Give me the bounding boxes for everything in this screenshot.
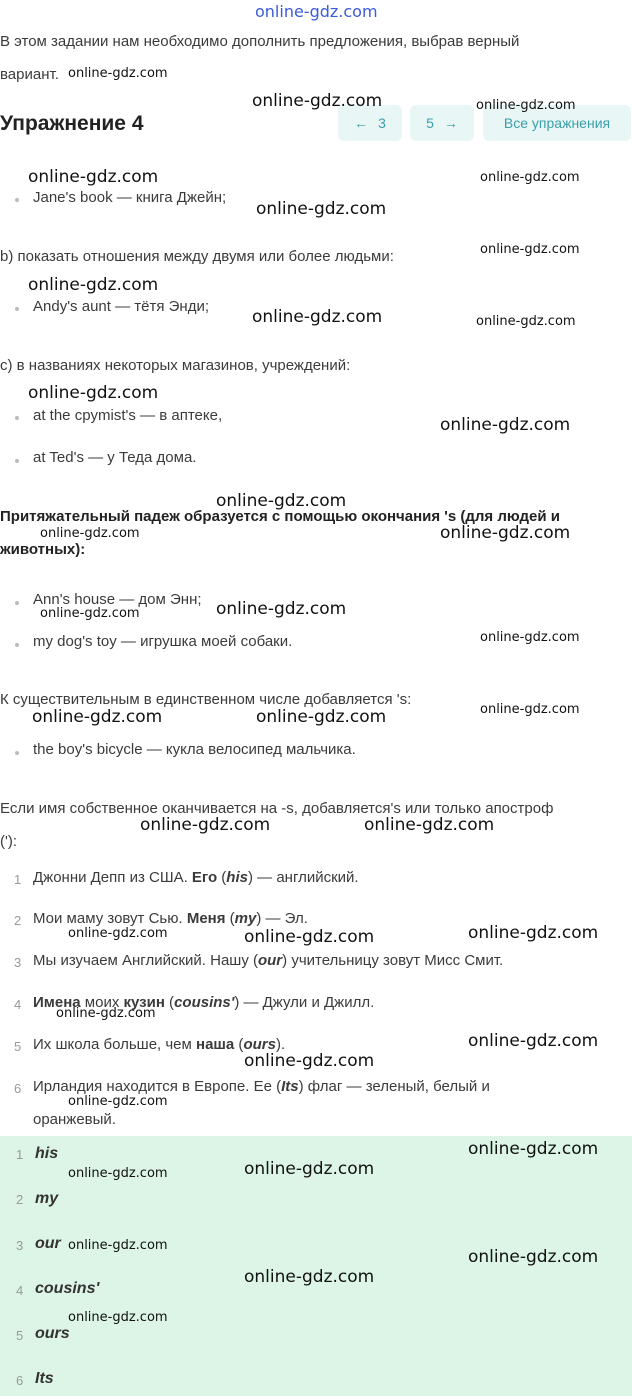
watermark: online-gdz.com (256, 199, 387, 219)
list-item: at the cpymist's — в аптеке, (33, 407, 223, 424)
rule-line-2: животных): (0, 541, 86, 558)
watermark: online-gdz.com (244, 1051, 375, 1071)
answer-number: 1 (16, 1147, 24, 1162)
list-item: Andy's aunt — тётя Энди; (33, 298, 209, 315)
watermark: online-gdz.com (364, 815, 495, 835)
sentence-part: ) — Джули и Джилл. (234, 994, 375, 1011)
watermark: online-gdz.com (244, 927, 375, 947)
watermark: online-gdz.com (140, 815, 271, 835)
watermark: online-gdz.com (244, 1267, 375, 1287)
sentence-part: ) учительницу зовут Мисс Смит. (282, 952, 504, 969)
sentence-part: ) — английский. (247, 869, 359, 886)
sentence-answer: Its (281, 1078, 299, 1095)
item-number: 6 (14, 1081, 22, 1096)
watermark: online-gdz.com (440, 523, 571, 543)
watermark: online-gdz.com (476, 314, 576, 329)
watermark: online-gdz.com (468, 923, 599, 943)
list-item: my dog's toy — игрушка моей собаки. (33, 633, 293, 650)
watermark: online-gdz.com (56, 1006, 156, 1021)
prev-exercise-label: 3 (378, 115, 386, 131)
sentence-part: Мы изучаем Английский. Нашу ( (33, 952, 258, 969)
watermark: online-gdz.com (40, 526, 140, 541)
item-number: 5 (14, 1039, 22, 1054)
watermark: online-gdz.com (480, 242, 580, 257)
proper-line-1: Если имя собственное оканчивается на -s, добавляется's или только апостроф (0, 800, 554, 817)
intro-line-1: В этом задании нам необходимо дополнить предложения, выбрав верный (0, 33, 520, 50)
exercise-title: Упражнение 4 (0, 112, 144, 135)
sentence-answer: his (226, 869, 248, 886)
arrow-right-icon: → (443, 115, 458, 131)
answer-number: 2 (16, 1192, 24, 1207)
next-exercise-label: 5 (426, 115, 434, 131)
sentence-part: Джонни Депп из США. (33, 869, 192, 886)
proper-line-2: ('): (0, 833, 18, 850)
arrow-left-icon: ← (354, 115, 369, 131)
site-watermark-top: online-gdz.com (255, 2, 378, 21)
sentence-part: ( (164, 994, 175, 1011)
answer-value: ours (35, 1325, 70, 1342)
singular-note: К существительным в единственном числе добавляется 's: (0, 691, 412, 708)
sentence-bold: Меня (186, 910, 226, 927)
item-number: 3 (14, 955, 22, 970)
watermark: online-gdz.com (32, 707, 163, 727)
list-item: Ann's house — дом Энн; (33, 591, 202, 608)
watermark: online-gdz.com (244, 1159, 375, 1179)
sentence-answer: our (257, 952, 283, 969)
watermark: online-gdz.com (480, 630, 580, 645)
sentence-part: ( (234, 1036, 244, 1053)
watermark: online-gdz.com (252, 307, 383, 327)
sentence-text (33, 869, 359, 886)
sentence-part: ). (275, 1036, 286, 1053)
sentence-answer: cousins' (174, 994, 235, 1011)
section-c-heading: c) в названиях некоторых магазинов, учреждений: (0, 357, 351, 374)
item-number: 2 (14, 913, 22, 928)
sentence-text-line-2: оранжевый. (33, 1111, 116, 1128)
watermark: online-gdz.com (216, 599, 347, 619)
watermark: online-gdz.com (28, 383, 159, 403)
sentence-answer: my (234, 910, 257, 927)
bullet-dot (15, 459, 19, 463)
watermark: online-gdz.com (28, 275, 159, 295)
sentence-answer: ours (243, 1036, 276, 1053)
list-item: Jane's book — книга Джейн; (33, 189, 227, 206)
bullet-dot (15, 198, 19, 202)
answer-value: his (35, 1145, 59, 1162)
item-number: 1 (14, 872, 22, 887)
sentence-text (33, 910, 308, 927)
watermark: online-gdz.com (68, 1094, 168, 1109)
sentence-part: ( (225, 910, 235, 927)
watermark: online-gdz.com (476, 98, 576, 113)
answer-value: cousins' (35, 1280, 100, 1297)
watermark: online-gdz.com (68, 1238, 168, 1253)
watermark: online-gdz.com (28, 167, 159, 187)
bullet-dot (15, 601, 19, 605)
watermark: online-gdz.com (216, 491, 347, 511)
intro-line-2: вариант. (0, 66, 59, 83)
sentence-bold: кузин (123, 994, 165, 1011)
sentence-text (33, 952, 503, 969)
answer-number: 3 (16, 1238, 24, 1253)
bullet-dot (15, 307, 19, 311)
watermark: online-gdz.com (68, 926, 168, 941)
sentence-bold: Его (191, 869, 218, 886)
next-exercise-button[interactable] (410, 105, 474, 141)
watermark: online-gdz.com (68, 1166, 168, 1181)
watermark: online-gdz.com (68, 1310, 168, 1325)
sentence-part: ( (217, 869, 227, 886)
list-item: at Ted's — у Теда дома. (33, 449, 197, 466)
watermark: online-gdz.com (252, 91, 383, 111)
answer-number: 5 (16, 1328, 24, 1343)
list-item: the boy's bicycle — кукла велосипед мальчика. (33, 741, 356, 758)
watermark: online-gdz.com (468, 1139, 599, 1159)
section-b-heading: b) показать отношения между двумя или более людьми: (0, 248, 394, 265)
watermark: online-gdz.com (256, 707, 387, 727)
sentence-part: ) флаг — зеленый, белый и (298, 1078, 490, 1095)
all-exercises-label: Все упражнения (503, 115, 611, 131)
sentence-part: Мои маму зовут Сью. (33, 910, 187, 927)
sentence-part: моих (80, 994, 124, 1011)
sentence-text (33, 1078, 490, 1095)
sentence-part: Их школа больше, чем (33, 1036, 197, 1053)
item-number: 4 (14, 997, 22, 1012)
sentence-bold: наша (196, 1036, 235, 1053)
answer-value: Its (35, 1370, 54, 1387)
watermark: online-gdz.com (468, 1031, 599, 1051)
answer-number: 6 (16, 1373, 24, 1388)
watermark: online-gdz.com (68, 66, 168, 81)
bullet-dot (15, 751, 19, 755)
sentence-part: Ирландия находится в Европе. Ее ( (33, 1078, 282, 1095)
bullet-dot (15, 643, 19, 647)
watermark: online-gdz.com (40, 606, 140, 621)
watermark: online-gdz.com (440, 415, 571, 435)
answer-value: my (35, 1190, 59, 1207)
answer-value: our (35, 1235, 61, 1252)
watermark: online-gdz.com (480, 702, 580, 717)
watermark: online-gdz.com (480, 170, 580, 185)
watermark: online-gdz.com (468, 1247, 599, 1267)
sentence-part: ) — Эл. (256, 910, 308, 927)
rule-line-1: Притяжательный падеж образуется с помощью окончания 's (для людей и (0, 508, 560, 525)
bullet-dot (15, 416, 19, 420)
sentence-bold: Имена (33, 994, 81, 1011)
answer-number: 4 (16, 1283, 24, 1298)
